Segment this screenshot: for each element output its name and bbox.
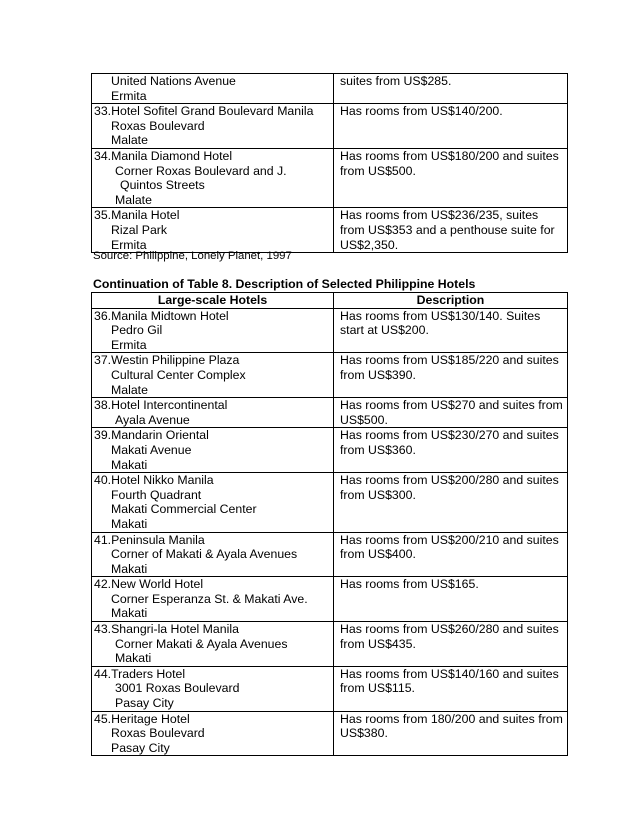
table-row xyxy=(92,353,568,398)
table-row xyxy=(92,208,568,253)
hotel-cell xyxy=(92,711,334,756)
hotel-address-line: Cultural Center Complex xyxy=(111,367,246,382)
hotel-cell xyxy=(92,666,334,711)
table-row xyxy=(92,711,568,756)
table-row xyxy=(92,148,568,207)
hotel-address-line: Makati Avenue xyxy=(111,442,192,457)
hotel-cell xyxy=(92,208,334,253)
table-row xyxy=(92,74,568,104)
hotel-cell xyxy=(92,577,334,622)
source-note: Source: Philippine, Lonely Planet, 1997 xyxy=(93,250,292,262)
hotel-district-line: Malate xyxy=(111,133,148,148)
description-cell xyxy=(334,428,568,473)
hotel-cell xyxy=(92,308,334,353)
hotel-name-line: 35.Manila Hotel xyxy=(94,208,180,223)
description-cell xyxy=(334,473,568,532)
hotel-address-line: Makati Commercial Center xyxy=(111,502,257,517)
hotel-cell xyxy=(92,473,334,532)
description-text: Has rooms from US$130/140. Suites start at US$200. xyxy=(340,308,541,338)
table-row xyxy=(92,428,568,473)
description-text: Has rooms from US$236/235, suites from US$353 and a penthouse suite for US$2,350. xyxy=(340,208,555,252)
table-row xyxy=(92,666,568,711)
hotel-name-line: 41.Peninsula Manila xyxy=(94,532,205,547)
hotel-address-line: Rizal Park xyxy=(111,222,168,237)
hotel-address-line: Fourth Quadrant xyxy=(111,487,202,502)
hotel-district-line: Makati xyxy=(111,516,148,531)
hotel-address-line: 3001 Roxas Boulevard xyxy=(115,681,240,696)
description-cell xyxy=(334,308,568,353)
hotel-district-line: Makati xyxy=(111,457,148,472)
hotel-cell xyxy=(92,398,334,428)
hotel-address-line: Roxas Boulevard xyxy=(111,118,205,133)
hotel-district-line: Malate xyxy=(115,192,152,207)
description-cell xyxy=(334,353,568,398)
hotel-name-line: 43.Shangri-la Hotel Manila xyxy=(94,622,239,637)
hotel-cell xyxy=(92,148,334,207)
hotel-district-line: Ermita xyxy=(111,237,147,252)
hotel-address-line: Quintos Streets xyxy=(120,178,205,193)
description-cell xyxy=(334,398,568,428)
hotel-cell xyxy=(92,428,334,473)
hotel-address-line: Corner of Makati & Ayala Avenues xyxy=(111,547,298,562)
hotel-district-line: Malate xyxy=(111,382,148,397)
table-header-row xyxy=(92,293,568,309)
description-text: Has rooms from US$200/210 and suites from US$400. xyxy=(340,532,559,562)
hotel-name-line: 39.Mandarin Oriental xyxy=(94,428,209,443)
description-text: Has rooms from US$140/160 and suites from US$115. xyxy=(340,666,559,696)
description-cell xyxy=(334,577,568,622)
table-row xyxy=(92,622,568,667)
hotel-district-line: Pasay City xyxy=(111,740,170,755)
description-cell xyxy=(334,74,568,104)
hotel-district-line: Ermita xyxy=(111,337,147,352)
hotel-address-line: Corner Roxas Boulevard and J. xyxy=(115,163,287,178)
table-caption: Continuation of Table 8. Description of Selected Philippine Hotels xyxy=(93,277,476,291)
table-row xyxy=(92,473,568,532)
description-text: Has rooms from US$185/220 and suites from US$390. xyxy=(340,353,559,382)
table-row xyxy=(92,104,568,149)
hotels-table xyxy=(91,292,568,756)
description-text: Has rooms from 180/200 and suites from US$380. xyxy=(340,711,563,741)
hotel-district-line: Makati xyxy=(111,561,148,576)
description-cell xyxy=(334,711,568,756)
hotel-cell xyxy=(92,532,334,577)
description-text: suites from US$285. xyxy=(340,74,452,88)
hotel-name-line: 33.Hotel Sofitel Grand Boulevard Manila xyxy=(94,104,314,119)
description-cell xyxy=(334,104,568,149)
description-cell xyxy=(334,666,568,711)
hotel-name-line: 44.Traders Hotel xyxy=(94,666,186,681)
column-header-description: Description xyxy=(334,293,568,309)
hotel-name-line: 36.Manila Midtown Hotel xyxy=(94,308,229,323)
description-cell xyxy=(334,532,568,577)
hotel-district-line: Pasay City xyxy=(115,696,174,711)
hotel-address-line: Roxas Boulevard xyxy=(111,726,205,741)
description-text: Has rooms from US$230/270 and suites from US$360. xyxy=(340,428,559,457)
column-header-hotels: Large-scale Hotels xyxy=(92,293,334,309)
table-row xyxy=(92,532,568,577)
hotel-name-line: 45.Heritage Hotel xyxy=(94,711,190,726)
hotels-table-continued xyxy=(91,73,568,253)
hotel-address-line: United Nations Avenue xyxy=(111,74,236,88)
hotel-cell xyxy=(92,74,334,104)
description-cell xyxy=(334,622,568,667)
description-text: Has rooms from US$270 and suites from US$500. xyxy=(340,398,563,427)
hotel-name-line: 37.Westin Philippine Plaza xyxy=(94,353,240,368)
table-row xyxy=(92,308,568,353)
hotel-district-line: Makati xyxy=(111,606,148,621)
hotel-address-line: Pedro Gil xyxy=(111,323,163,338)
hotel-address-line: Corner Makati & Ayala Avenues xyxy=(115,636,288,651)
hotel-name-line: 34.Manila Diamond Hotel xyxy=(94,148,233,163)
hotel-name-line: 38.Hotel Intercontinental xyxy=(94,398,228,413)
hotel-name-line: 40.Hotel Nikko Manila xyxy=(94,473,214,488)
hotel-cell xyxy=(92,353,334,398)
description-text: Has rooms from US$165. xyxy=(340,577,479,592)
description-text: Has rooms from US$200/280 and suites from US$300. xyxy=(340,473,559,502)
description-text: Has rooms from US$260/280 and suites from US$435. xyxy=(340,622,559,651)
description-text: Has rooms from US$140/200. xyxy=(340,104,503,119)
description-cell xyxy=(334,208,568,253)
hotel-district-line: Ermita xyxy=(111,88,147,103)
table-row xyxy=(92,577,568,622)
hotel-address-line: Corner Esperanza St. & Makati Ave. xyxy=(111,591,308,606)
description-cell xyxy=(334,148,568,207)
hotel-cell xyxy=(92,104,334,149)
description-text: Has rooms from US$180/200 and suites from US$500. xyxy=(340,148,559,178)
hotel-address-line: Ayala Avenue xyxy=(115,412,190,427)
hotel-cell xyxy=(92,622,334,667)
hotel-name-line: 42.New World Hotel xyxy=(94,577,204,592)
table-row xyxy=(92,398,568,428)
hotel-district-line: Makati xyxy=(115,651,152,666)
